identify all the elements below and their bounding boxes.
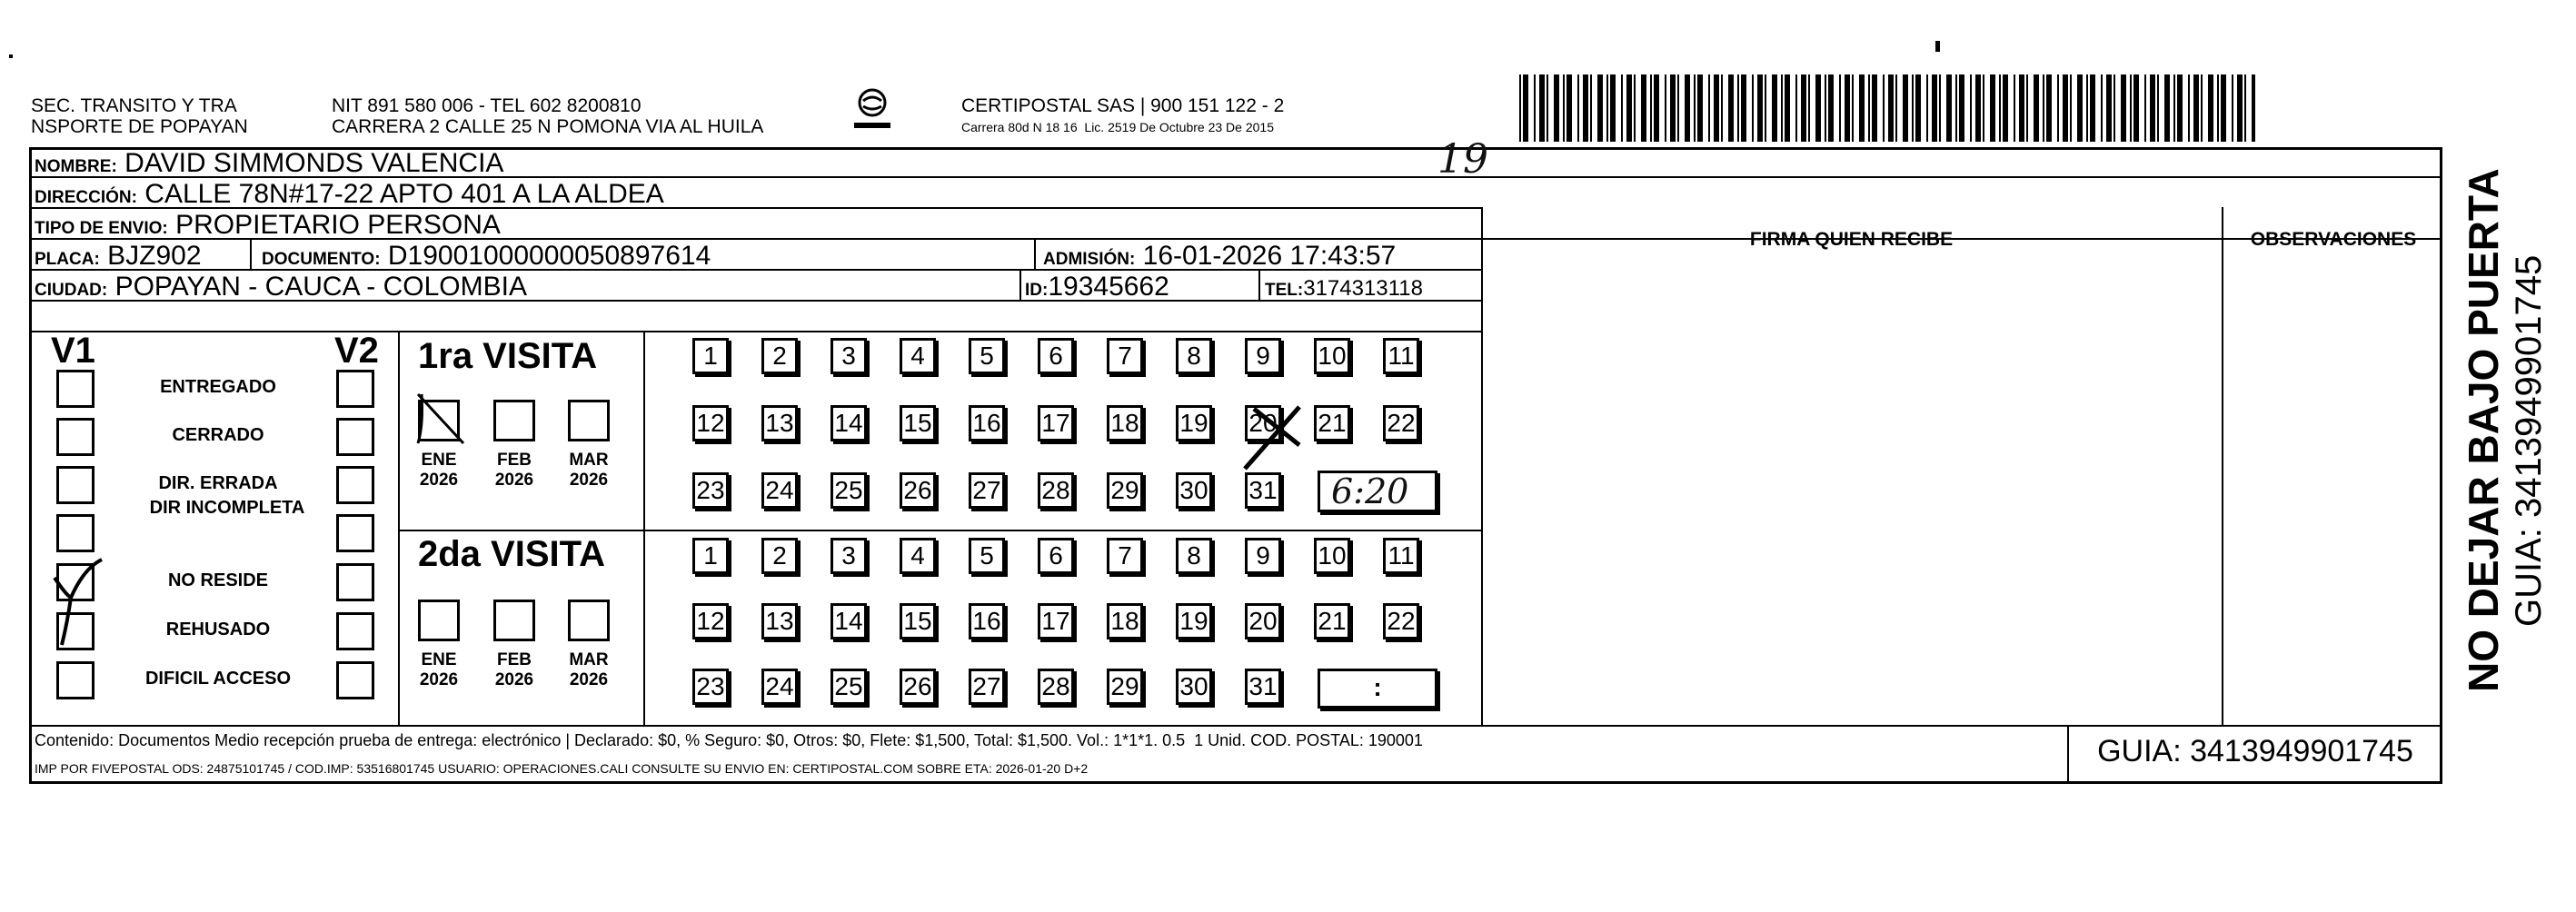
day-box[interactable]: 31 (1245, 472, 1281, 509)
day-box[interactable]: 12 (692, 405, 729, 441)
v1-checkbox[interactable] (56, 418, 94, 456)
day-box[interactable]: 13 (761, 405, 798, 441)
tel-cell (1265, 273, 1423, 306)
firma-header: FIRMA QUIEN RECIBE (1749, 229, 1954, 250)
ciudad-label: CIUDAD: (35, 281, 108, 300)
day-box[interactable]: 15 (900, 405, 936, 441)
scan-mark (1935, 41, 1940, 52)
second-visit-time-colon: : (1373, 673, 1382, 701)
day-box[interactable]: 2 (761, 538, 798, 574)
v2-checkbox[interactable] (336, 418, 374, 456)
day-box[interactable]: 14 (830, 603, 867, 639)
ciudad-cell (35, 272, 527, 306)
day-box[interactable]: 20 (1245, 603, 1281, 639)
rule-visit-months (643, 331, 645, 725)
status-label: ENTREGADO (160, 377, 276, 397)
day-box[interactable]: 27 (969, 669, 1005, 705)
side-guia: GUIA: 3413949901745 (2509, 254, 2549, 627)
month-name: MAR (569, 650, 609, 669)
day-box[interactable]: 9 (1245, 538, 1281, 574)
day-box[interactable]: 21 (1314, 405, 1350, 441)
day-box[interactable]: 7 (1107, 338, 1143, 374)
day-box[interactable]: 4 (900, 338, 936, 374)
month-label (557, 451, 621, 491)
v1-checkbox[interactable] (56, 370, 94, 408)
month-checkbox[interactable] (568, 400, 610, 441)
documento-label: DOCUMENTO: (262, 250, 381, 269)
day-box[interactable]: 31 (1245, 669, 1281, 705)
status-label: REHUSADO (165, 620, 271, 639)
second-visit-title: 2da VISITA (418, 534, 605, 574)
day-box[interactable]: 24 (761, 669, 798, 705)
day-box[interactable]: 1 (692, 538, 729, 574)
month-name: MAR (569, 451, 609, 470)
month-label (482, 451, 546, 491)
tel-value: 3174313118 (1303, 276, 1423, 301)
day-box[interactable]: 22 (1383, 405, 1419, 441)
day-box[interactable]: 24 (761, 472, 798, 509)
direccion-row (35, 179, 664, 213)
day-box[interactable]: 2 (761, 338, 798, 374)
day-box[interactable]: 17 (1038, 603, 1074, 639)
month-year: 2026 (569, 471, 609, 490)
footer-print-info: IMP POR FIVEPOSTAL ODS: 24875101745 / COD.IMP: 53516801745 USUARIO: OPERACIONES.CALI CONSULTE SU ENVIO EN: CERTIPOSTAL.COM SOBRE ETA: 2026-01-20 D+2 (35, 761, 1089, 776)
day-box[interactable]: 19 (1176, 405, 1212, 441)
month-year: 2026 (494, 471, 534, 490)
month-label (482, 650, 546, 690)
month-year: 2026 (569, 670, 609, 689)
day-box[interactable]: 21 (1314, 603, 1350, 639)
month-year: 2026 (494, 670, 534, 689)
day-box[interactable]: 5 (969, 338, 1005, 374)
v2-checkbox[interactable] (336, 370, 374, 408)
day-box[interactable]: 12 (692, 603, 729, 639)
handwritten-mark: 19 (1437, 136, 1488, 183)
tipo-value: PROPIETARIO PERSONA (175, 210, 501, 240)
day-box[interactable]: 20 (1245, 405, 1281, 441)
day-box[interactable]: 22 (1383, 603, 1419, 639)
first-visit-time: 6:20 (1331, 471, 1409, 511)
day-box[interactable]: 1 (692, 338, 729, 374)
day-box[interactable]: 29 (1107, 669, 1143, 705)
day-box[interactable]: 11 (1383, 338, 1419, 374)
nit-line: NIT 891 580 006 - TEL 602 8200810 (332, 95, 642, 116)
observaciones-header: OBSERVACIONES (2250, 229, 2417, 250)
day-box[interactable]: 4 (900, 538, 936, 574)
month-label (407, 650, 471, 690)
v2-checkbox[interactable] (336, 563, 374, 601)
tipo-row (35, 210, 501, 244)
ene-check-mark (411, 389, 474, 452)
v2-checkbox[interactable] (336, 661, 374, 699)
day-box[interactable]: 16 (969, 603, 1005, 639)
v1-header: V1 (51, 331, 95, 371)
tel-label: TEL: (1265, 281, 1304, 300)
month-checkbox[interactable] (493, 600, 535, 641)
day-box[interactable]: 19 (1176, 603, 1212, 639)
rule-footer (29, 725, 2442, 727)
direccion-label: DIRECCIÓN: (35, 188, 137, 207)
status-label: DIR. ERRADA (158, 473, 278, 493)
nombre-row (35, 148, 503, 183)
admision-label: ADMISIÓN: (1043, 250, 1136, 269)
documento-value: D19001000000050897614 (387, 241, 711, 271)
day-box[interactable]: 10 (1314, 538, 1350, 574)
day-box[interactable]: 5 (969, 538, 1005, 574)
month-checkbox[interactable] (493, 400, 535, 441)
no-reside-check-mark (47, 550, 111, 650)
day-box[interactable]: 14 (830, 405, 867, 441)
footer-content: Contenido: Documentos Medio recepción prueba de entrega: electrónico | Declarado: $0, % Seguro: $0, Otros: $0, Flete: $1,500, Total: $1,500. Vol.: 1*1*1. 0.5 1 Unid. COD. POSTAL: 190001 (35, 731, 1423, 749)
v1-checkbox[interactable] (56, 514, 94, 552)
tipo-label: TIPO DE ENVIO: (35, 219, 168, 238)
ciudad-value: POPAYAN - CAUCA - COLOMBIA (114, 272, 527, 302)
day-box[interactable]: 3 (830, 538, 867, 574)
v2-checkbox[interactable] (336, 466, 374, 504)
day-box[interactable]: 23 (692, 669, 729, 705)
day-box[interactable]: 30 (1176, 472, 1212, 509)
carrier-line-2: Carrera 80d N 18 16 Lic. 2519 De Octubre 23 De 2015 (961, 120, 1274, 134)
day-box[interactable]: 6 (1038, 538, 1074, 574)
day-box[interactable]: 25 (830, 472, 867, 509)
day-box[interactable]: 23 (692, 472, 729, 509)
first-visit-title: 1ra VISITA (418, 336, 598, 376)
day-box[interactable]: 26 (900, 669, 936, 705)
rule-id (1019, 269, 1021, 300)
month-year: 2026 (419, 471, 459, 490)
v2-header: V2 (334, 331, 379, 371)
v1-checkbox[interactable] (56, 661, 94, 699)
v2-checkbox[interactable] (336, 514, 374, 552)
placa-cell (35, 241, 202, 275)
id-value: 19345662 (1048, 272, 1169, 302)
day-box[interactable]: 29 (1107, 472, 1143, 509)
day-box[interactable]: 16 (969, 405, 1005, 441)
day-box[interactable]: 25 (830, 669, 867, 705)
month-label (407, 451, 471, 491)
second-visit-time-box[interactable] (1318, 669, 1437, 709)
day-box[interactable]: 18 (1107, 603, 1143, 639)
placa-label: PLACA: (35, 250, 100, 269)
day-box[interactable]: 15 (900, 603, 936, 639)
month-name: FEB (497, 451, 532, 470)
footer-guia: GUIA: 3413949901745 (2097, 734, 2413, 768)
placa-value: BJZ902 (107, 241, 202, 271)
v2-checkbox[interactable] (336, 612, 374, 650)
month-name: ENE (421, 650, 457, 669)
documento-cell (262, 241, 711, 275)
month-year: 2026 (419, 670, 459, 689)
day-box[interactable]: 26 (900, 472, 936, 509)
month-name: FEB (497, 650, 532, 669)
rule-ciudad-bottom (29, 331, 1481, 332)
day-20-check-mark (1236, 391, 1318, 472)
day-box[interactable]: 11 (1383, 538, 1419, 574)
address-line: CARRERA 2 CALLE 25 N POMONA VIA AL HUILA (332, 116, 764, 137)
rule-footer-guia (2067, 725, 2069, 784)
month-checkbox[interactable] (568, 600, 610, 641)
sender-line-2: NSPORTE DE POPAYAN (31, 116, 248, 137)
status-label: DIR INCOMPLETA (149, 498, 305, 518)
day-box[interactable]: 28 (1038, 669, 1074, 705)
side-warning: NO DEJAR BAJO PUERTA (2460, 168, 2507, 692)
barcode (1519, 74, 2255, 142)
admision-value: 16-01-2026 17:43:57 (1142, 241, 1397, 271)
day-box[interactable]: 8 (1176, 338, 1212, 374)
direccion-value: CALLE 78N#17-22 APTO 401 A LA ALDEA (144, 179, 664, 209)
rule-firma-left (1481, 207, 1483, 725)
day-box[interactable]: 7 (1107, 538, 1143, 574)
day-box[interactable]: 28 (1038, 472, 1074, 509)
day-box[interactable]: 9 (1245, 338, 1281, 374)
status-label: DIFICIL ACCESO (144, 669, 291, 689)
day-box[interactable]: 30 (1176, 669, 1212, 705)
status-label: CERRADO (172, 425, 264, 445)
month-checkbox[interactable] (418, 600, 460, 641)
id-cell (1025, 272, 1169, 306)
day-box[interactable]: 13 (761, 603, 798, 639)
day-box[interactable]: 8 (1176, 538, 1212, 574)
status-label: NO RESIDE (167, 570, 269, 590)
rule-admision (1034, 238, 1036, 269)
certipostal-logo-icon (850, 84, 895, 137)
day-box[interactable]: 3 (830, 338, 867, 374)
nombre-value: DAVID SIMMONDS VALENCIA (124, 148, 504, 178)
day-box[interactable]: 27 (969, 472, 1005, 509)
id-label: ID: (1025, 281, 1049, 300)
day-box[interactable]: 18 (1107, 405, 1143, 441)
month-label (557, 650, 621, 690)
day-box[interactable]: 10 (1314, 338, 1350, 374)
month-name: ENE (421, 451, 457, 470)
nombre-label: NOMBRE: (35, 157, 117, 176)
scan-dot (9, 55, 13, 58)
day-box[interactable]: 17 (1038, 405, 1074, 441)
sender-line-1: SEC. TRANSITO Y TRA (31, 95, 237, 116)
admision-cell (1043, 241, 1396, 275)
rule-obs-left (2222, 207, 2223, 725)
carrier-line-1: CERTIPOSTAL SAS | 900 151 122 - 2 (961, 95, 1285, 116)
v1-checkbox[interactable] (56, 466, 94, 504)
rule-status (398, 331, 400, 725)
first-visit-time-box[interactable] (1318, 471, 1437, 512)
rule-visits (398, 530, 1481, 531)
day-box[interactable]: 6 (1038, 338, 1074, 374)
